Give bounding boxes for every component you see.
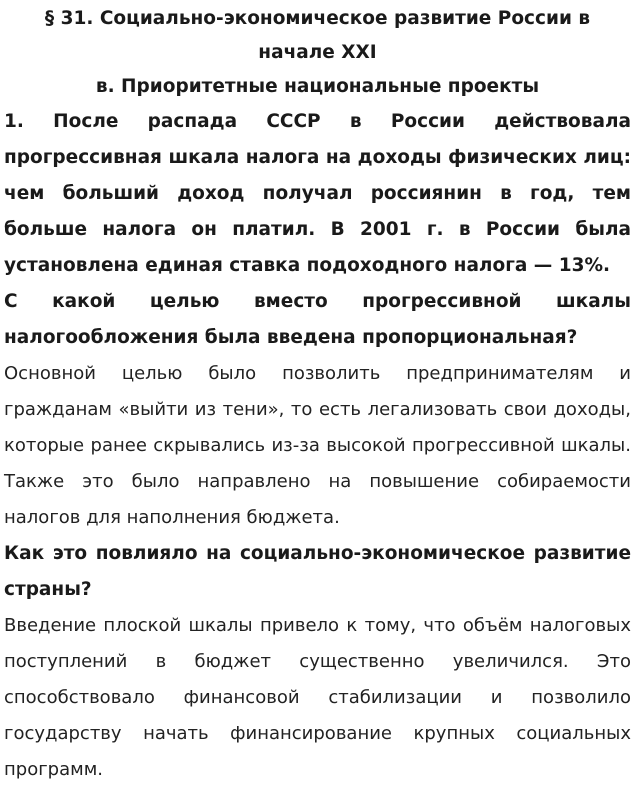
answer-1: Основной целью было позволить предпринимателям и гражданам «выйти из тени», то есть легализовать свои доходы, которые ранее скрывались из-за высокой прогрессивной шкалы. Также это было направлено на повышение собираемости налогов для наполнения бюджета. <box>4 363 631 528</box>
section-title-line-2: в. Приоритетные национальные проекты <box>95 76 540 97</box>
question-2: Как это повлияло на социально-экономическое развитие страны? <box>4 543 631 600</box>
question-1: С какой целью вместо прогрессивной шкалы налогообложения была введена пропорциональная? <box>4 291 631 348</box>
task-statement: 1. После распада СССР в России действовала прогрессивная шкала налога на доходы физических лиц: чем больший доход получал россиянин в год, тем больше налога он платил. В 2001 г. в России была установлена единая ставка подоходного налога — 13%. <box>4 111 631 276</box>
answer-2: Введение плоской шкалы привело к тому, что объём налоговых поступлений в бюджет существенно увеличился. Это способствовало финансовой стабилизации и позволило государству начать финансирование крупных социальных программ. <box>4 615 631 780</box>
section-title-line-1: § 31. Социально-экономическое развитие России в начале XXI <box>44 8 591 63</box>
section-title <box>4 0 631 104</box>
